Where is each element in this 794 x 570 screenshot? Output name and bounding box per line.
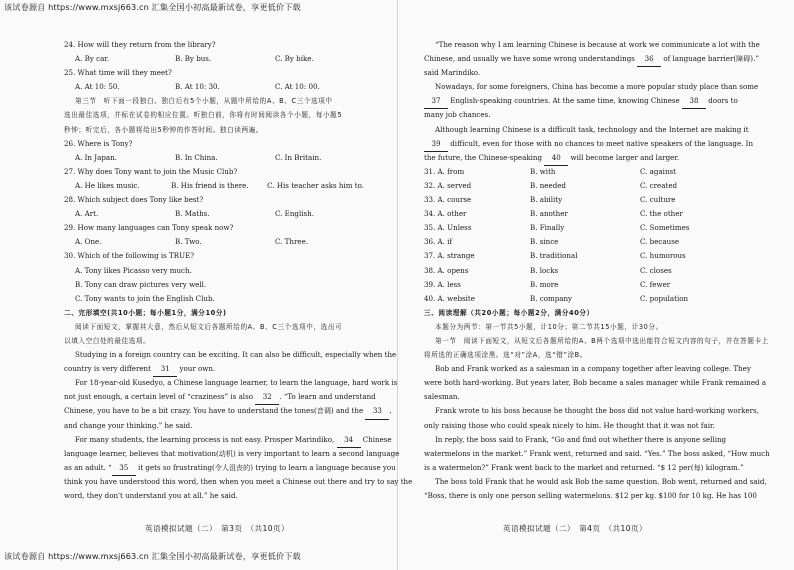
cloze-options-row: 35. A. Unless B. Finally C. Sometimes	[424, 223, 690, 233]
option-a: A. One.	[75, 237, 102, 247]
question-30: 30. Which of the following is TRUE?	[64, 251, 195, 261]
option-b: B. Maths.	[175, 209, 210, 219]
option-b: B. In China.	[175, 152, 218, 162]
passage-line: many job chances.	[424, 110, 491, 120]
question-24-options	[64, 52, 364, 66]
passage-line: country is very different 31 your own.	[64, 362, 364, 376]
passage-line: only raising those who could speak nicely to him. He thought that it was not fair.	[424, 420, 715, 430]
option-a: A. He likes music.	[75, 180, 140, 190]
passage-line: For many students, the learning process is not easy. Prosper Marindiko, 34 Chinese	[64, 433, 364, 447]
passage-line: not just enough, a certain level of “craziness” is also 32 . “To learn and understand	[64, 390, 364, 404]
passage-line: language learner, believes that motivation(动机) is very important to learn a second language	[64, 448, 400, 458]
option-c: C. At 10: 00.	[275, 82, 320, 92]
cloze-options-row: 39. A. less B. more C. fewer	[424, 279, 671, 289]
watermark-bottom: 该试卷源自 https://www.mxsj663.cn 汇集全国小初高最新试卷，享更低价下载	[4, 551, 301, 561]
question-26-options	[64, 151, 364, 165]
passage-line: Although learning Chinese is a difficult task, technology and the Internet are making it	[435, 124, 749, 134]
option-a: A. At 10: 50.	[75, 82, 120, 92]
option-a: A. By car.	[75, 54, 110, 64]
question-29: 29. How many languages can Tony speak now?	[64, 223, 234, 233]
passage-line: Chinese, you have to be a bit crazy. You have to understand the tones(音调) and the 33 ,	[64, 404, 364, 418]
option-c: C. By bike.	[275, 54, 314, 64]
blank-37: 37	[424, 94, 448, 109]
blank-31: 31	[153, 362, 177, 377]
section-2-title: 二、完形填空(共10小题；每小题1分，满分10分)	[64, 308, 227, 317]
option-c: C. In Britain.	[275, 152, 322, 162]
passage-line: salesman.	[424, 392, 460, 402]
section-2-instruction: 以填入空白处的最佳选项。	[64, 336, 151, 345]
question-29-options	[64, 235, 364, 249]
passage-line: For 18-year-old Kusedyo, a Chinese language learner, to learn the language, hard work is	[75, 378, 398, 388]
cloze-options-row: 34. A. other B. another C. the other	[424, 209, 683, 219]
cloze-options-row: 32. A. served B. needed C. created	[424, 180, 678, 190]
section-2-instruction: 阅读下面短文，掌握其大意，然后从短文后各题所给的A、B、C三个选项中，选出可	[75, 322, 343, 331]
cloze-options-row: 37. A. strange B. traditional C. humorous	[424, 251, 686, 261]
question-28-options	[64, 207, 364, 221]
right-page	[424, 38, 770, 503]
passage-line: watermelons in the market.” Frank went, returned and said. “Yes.” The boss asked, “How much	[424, 448, 770, 458]
blank-36: 36	[637, 52, 661, 67]
cloze-options-row: 31. A. from B. with C. against	[424, 166, 677, 176]
section-3-instruction: 第一节 阅读下面短文，从短文后各题所给的A、B两个选项中选出能符合短文内容的句子，并在答题卡上	[435, 336, 769, 345]
passage-line: said Marindiko.	[424, 68, 481, 78]
cloze-options-row: 36. A. if B. since C. because	[424, 237, 680, 247]
option-b: B. At 10: 30.	[175, 82, 220, 92]
passage-line: the future, the Chinese-speaking 40 will become larger and larger.	[424, 151, 746, 165]
passage-line: The boss told Frank that he would ask Bob the same question. Bob went, returned and said,	[435, 476, 767, 486]
section-3-instruction: 本题分为两节：第一节共5小题，计10分；第二节共15小题，计30分。	[435, 322, 663, 331]
passage-line: “The reason why I am learning Chinese is because at work we communicate a lot with the	[435, 40, 760, 49]
option-a: A. Art.	[75, 209, 99, 219]
passage-line: as an adult. “ 35 it gets so frustrating(令人沮丧的) trying to learn a language because you	[64, 461, 364, 475]
question-25: 25. What time will they meet?	[64, 68, 172, 78]
part3-instruction: 选出最佳选项，并标在试卷的相应位置。听独白前，你将有时间阅读各个小题，每小题5	[64, 111, 343, 120]
option-b: B. By bus.	[175, 54, 212, 64]
option-b: B. His friend is there.	[171, 180, 249, 190]
option-c: C. Tony wants to join the English Club.	[75, 293, 215, 303]
option-a: A. In Japan.	[75, 152, 117, 162]
part3-instruction: 第三节 听下面一段独白。独白后有5个小题，从题中所给的A、B、C三个选项中	[75, 97, 333, 106]
passage-line: Studying in a foreign country can be exciting. It can also be difficult, especially when the	[75, 350, 397, 360]
question-27-options	[64, 179, 364, 193]
blank-34: 34	[337, 433, 361, 448]
option-a: A. Tony likes Picasso very much.	[75, 265, 192, 275]
part3-instruction: 秒钟；听完后，各小题将给出5秒钟的作答时间。独白读两遍。	[64, 125, 264, 134]
watermark-top: 该试卷源自 https://www.mxsj663.cn 汇集全国小初高最新试卷，享更低价下载	[4, 2, 301, 12]
option-b: B. Two.	[175, 237, 202, 247]
blank-39: 39	[424, 137, 448, 152]
blank-35: 35	[112, 461, 136, 476]
passage-line: 39 difficult, even for those with no chances to meet native speakers of the language. In	[424, 137, 746, 151]
question-25-options	[64, 80, 364, 94]
blank-40: 40	[544, 151, 568, 166]
passage-line: Bob and Frank worked as a salesman in a company together after leaving college. They	[435, 364, 751, 374]
passage-line: Nowadays, for some foreigners, China has become a more popular study place than some	[435, 82, 759, 92]
question-24: 24. How will they return from the library?	[64, 40, 216, 49]
option-c: C. His teacher asks him to.	[267, 180, 364, 190]
question-28: 28. Which subject does Tony like best?	[64, 195, 204, 205]
page-footer-left: 英语模拟试题（二） 第3页 （共10页）	[145, 524, 289, 533]
cloze-options-row: 40. A. website B. company C. population	[424, 293, 689, 303]
cloze-options-row: 33. A. course B. ability C. culture	[424, 195, 676, 205]
cloze-options-row: 38. A. opens B. locks C. closes	[424, 265, 672, 275]
passage-line: think you have understood this word, then when you meet a Chinese out there and try to say the	[64, 476, 413, 486]
option-c: C. English.	[275, 209, 314, 219]
passage-line: were both hard-working. But years later, Bob became a sales manager while Frank remained a	[424, 378, 767, 388]
passage-line: and change your thinking.” he said.	[64, 420, 193, 430]
option-c: C. Three.	[275, 237, 309, 247]
left-page	[64, 38, 413, 503]
passage-line: Chinese, and usually we have some wrong understandings 36 of language barrier(障碍).”	[424, 52, 746, 66]
section-3-title: 三、阅读理解（共20小题；每小题2分，满分40分）	[424, 308, 594, 317]
passage-line: “Boss, there is only one person selling watermelons. $12 per kg. $100 for 10 kg. He has 100	[424, 491, 757, 500]
section-3-instruction: 将所选的正确选项涂黑。选“对”涂A，选“错”涂B。	[424, 351, 587, 360]
question-27: 27. Why does Tony want to join the Music Club?	[64, 166, 238, 176]
passage-line: Frank wrote to his boss because he thought the boss did not value hard-working workers,	[435, 406, 759, 416]
passage-line: word, they don't understand you at all.” he said.	[64, 491, 238, 500]
passage-line: In reply, the boss said to Frank, “Go and find out whether there is anyone selling	[435, 434, 727, 444]
question-26: 26. Where is Tony?	[64, 138, 133, 148]
passage-line: is a watermelon?” Frank went back to the market and returned. “$ 12 per(每) kilogram.”	[424, 462, 744, 472]
page-footer-right: 英语模拟试题（二） 第4页 （共10页）	[503, 524, 647, 533]
option-b: B. Tony can draw pictures very well.	[75, 279, 207, 289]
blank-32: 32	[255, 390, 279, 405]
blank-33: 33	[365, 404, 389, 419]
blank-38: 38	[682, 94, 706, 109]
passage-line: 37 English-speaking countries. At the same time, knowing Chinese 38 doors to	[424, 94, 746, 108]
